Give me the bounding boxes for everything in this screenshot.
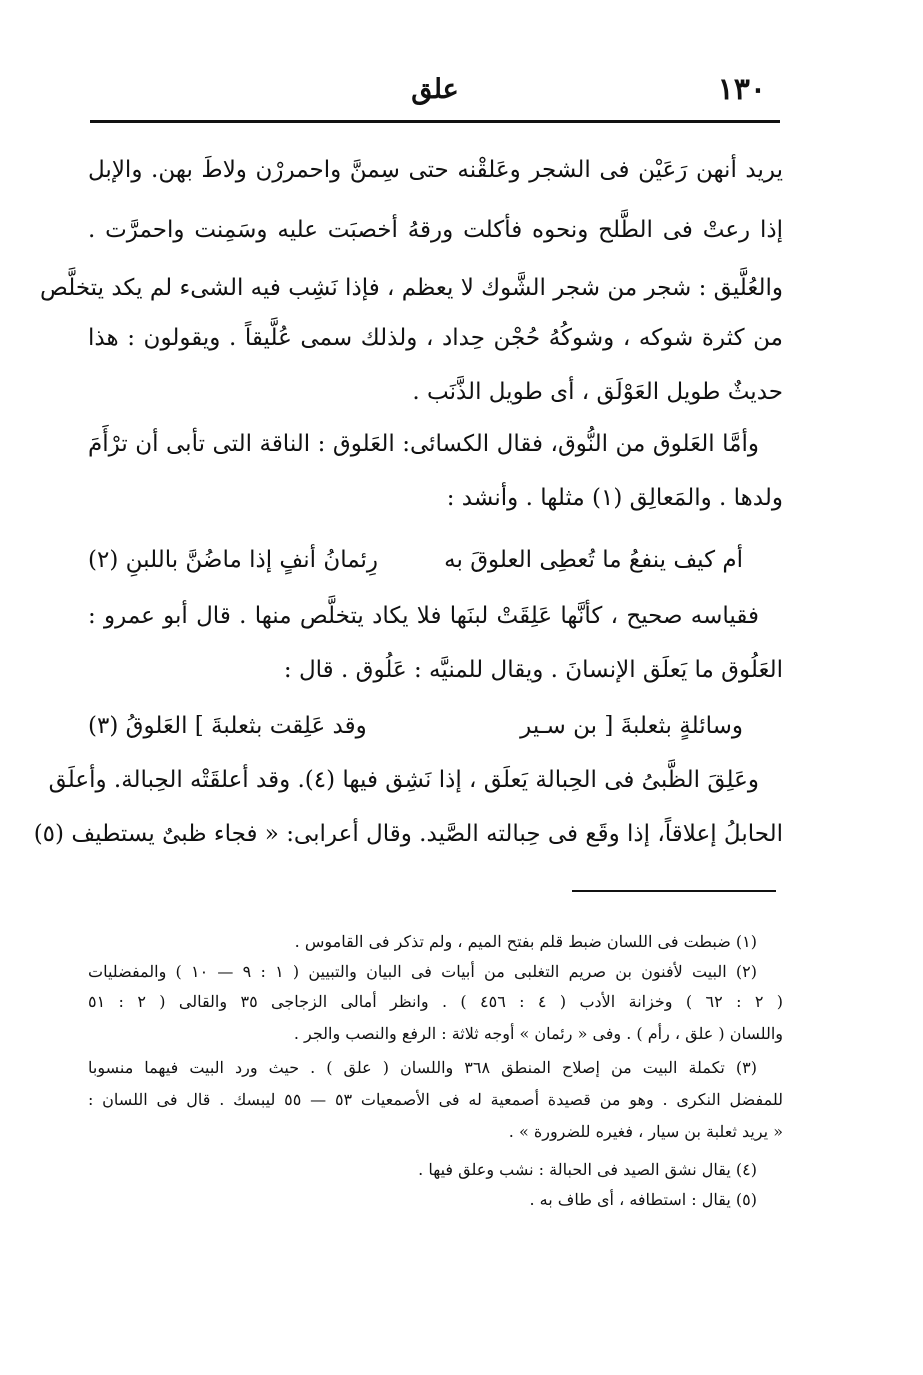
footnote: (٥) يقال : استطافه ، أى طاف به . (529, 1190, 757, 1209)
running-head: علق (411, 74, 459, 105)
footnote: (٢) البيت لأفنون بن صريم التغلبى من أبيات فى البيان والتبيين ( ١ : ٩ — ١٠ ) والمفضليات (88, 962, 758, 981)
body-line: يريد أنهن رَعَيْن فى الشجر وعَلقْنه حتى سِمنَّ واحمررْن ولاطَ بهن. والإبل (88, 157, 783, 183)
footnote: (١) ضبطت فى اللسان ضبط قلم بفتح الميم ، ولم تذكر فى القاموس . (294, 932, 757, 951)
verse-line (88, 540, 783, 584)
verse-hemistich-right: وسائلةٍ بثعلبةَ [ بن سـير (520, 713, 743, 739)
body-line: ولدها . والمَعالِق (١) مثلها . وأنشد : (446, 485, 783, 511)
footnote: (٣) تكملة البيت من إصلاح المنطق ٣٦٨ واللسان ( علق ) . حيث ورد البيت فيهما منسوبا (88, 1058, 757, 1077)
verse-hemistich-left: رِئمانُ أنفٍ إذا ماضُنَّ باللبنِ (٢) (88, 547, 379, 573)
body-line: إذا رعتْ فى الطَّلح ونحوه فأكلت ورقهُ أخصبَت عليه وسَمِنت واحمرَّت . (88, 217, 783, 243)
footnote: « يريد ثعلبة بن سيار ، فغيره للضرورة » . (508, 1122, 783, 1141)
body-line: وأمَّا العَلوق من النُّوق، فقال الكسائى: العَلوق : الناقة التى تأبى أن ترْأَمَ (88, 431, 759, 457)
body-line: من كثرة شوكه ، وشوكُهُ حُجْن حِداد ، ولذلك سمى عُلَّيقاً . ويقولون : هذا (88, 325, 783, 351)
verse-hemistich-right: أم كيف ينفعُ ما تُعطِى العلوقَ به (444, 547, 743, 573)
verse-hemistich-left: وقد عَلِقت بثعلبةَ ] العَلوقُ (٣) (88, 713, 367, 739)
footnote: للمفضل النكرى . وهو من قصيدة أصمعية له فى الأصمعيات ٥٣ — ٥٥ ليبسك . قال فى اللسان : (88, 1090, 784, 1109)
page-number: ١٣٠ (717, 72, 766, 107)
footnote: ( ٢ : ٦٢ ) وخزانة الأدب ( ٤ : ٤٥٦ ) . وانظر أمالى الزجاجى ٣٥ والقالى ( ٢ : ٥١ (88, 992, 784, 1011)
footnote-separator (572, 890, 776, 892)
body-line: الحابلُ إعلاقاً، إذا وقَع فى حِبالته الصَّيد. وقال أعرابى: « فجاء ظبىٌ يستطيف (٥) (33, 821, 783, 847)
body-line: حديثٌ طويل العَوْلَق ، أى طويل الذَّنَب . (412, 379, 783, 405)
header-rule (90, 120, 780, 123)
footnote: واللسان ( علق ، رأم ) . وفى « رئمان » أوجه ثلاثة : الرفع والنصب والجر . (293, 1024, 783, 1043)
verse-line (88, 706, 783, 750)
body-line: العَلُوق ما يَعلَق الإنسانَ . ويقال للمنيَّه : عَلُوق . قال : (283, 657, 783, 683)
body-line: وعَلِقَ الظَّبىُ فى الحِبالة يَعلَق ، إذا نَشِق فيها (٤). وقد أعلقَتْه الحِبالة. وأعلَق (48, 767, 759, 793)
footnote: (٤) يقال نشق الصيد فى الحبالة : نشب وعلق فيها . (418, 1160, 757, 1179)
body-line: فقياسه صحيح ، كأنَّها عَلِقَتْ لبنَها فلا يكاد يتخلَّص منها . قال أبو عمرو : (88, 603, 759, 629)
page-header (90, 68, 780, 116)
body-line: والعُلَّيق : شجر من شجر الشَّوك لا يعظم ، فإذا نَشِب فيه الشىء لم يكد يتخلَّص (40, 275, 783, 301)
